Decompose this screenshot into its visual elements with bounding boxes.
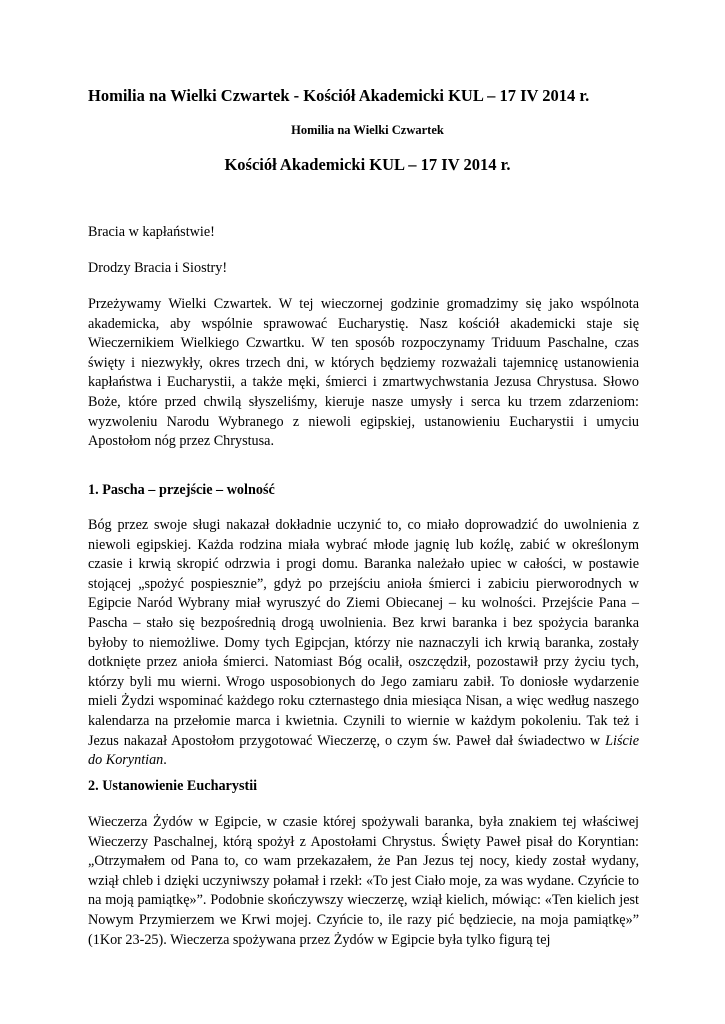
section-1-heading: 1. Pascha – przejście – wolność xyxy=(88,482,275,498)
document-title: Homilia na Wielki Czwartek - Kościół Akademicki KUL – 17 IV 2014 r. xyxy=(88,86,590,105)
section-2-heading: 2. Ustanowienie Eucharystii xyxy=(88,778,258,794)
intro-paragraph: Przeżywamy Wielki Czwartek. W tej wieczornej godzinie gromadzimy się jako wspólnota akademicka, aby wspólnie sprawować Eucharystię. Nasz kościół akademicki staje się Wieczernikiem Wielkiego Czwartku. W ten sposób rozpoczynamy Triduum Paschalne, czas święty i niezwykły, okres trzech dni, w których będziemy rozważali tajemnicę ustanowienia kapłaństwa i Eucharystii, a także męki, śmierci i zmartwychwstania Jezusa Chrystusa. Słowo Boże, które przed chwilą słyszeliśmy, kieruje nasze umysły i serca ku trzem zdarzeniom: wyzwoleniu Narodu Wybranego z niewoli egipskiej, ustanowieniu Eucharystii i umyciu Apostołom nóg przez Chrystusa. xyxy=(88,296,639,450)
section-1-paragraph-end: . xyxy=(163,752,167,769)
document-subtitle-large: Kościół Akademicki KUL – 17 IV 2014 r. xyxy=(224,155,511,174)
section-1-paragraph-main: Bóg przez swoje sługi nakazał dokładnie uczynić to, co miało doprowadzić do uwolnienia z niewoli egipskiej. Każda rodzina miała wybrać młode jagnię lub koźlę, zabić w określonym czasie i krwią skropić odrzwia i progi domu. Baranka należało upiec w całości, w postawie stojącej „spożyć pospiesznie”, gdyż po przejściu anioła śmierci i zabiciu pierworodnych w Egipcie Naród Wybrany miał wyruszyć do Ziemi Obiecanej – ku wolności. Przejście Pana – Pascha – stało się bezpośrednią drogą uwolnienia. Bez krwi baranka i bez spożycia baranka byłoby to niemożliwe. Domy tych Egipcjan, którzy nie naznaczyli ich krwią baranka, zostały dotknięte przez anioła śmierci. Natomiast Bóg ocalił, oszczędził, pozostawił przy życiu tych, którzy byli mu wierni. Wrogo usposobionych do Jego zamiaru zabił. To doniosłe wydarzenie mieli Żydzi wspominać każdego roku czternastego dnia miesiąca Nisan, a więc według naszego kalendarza na przełomie marca i kwietnia. Czynili to wiernie w każdym pokoleniu. Tak też i Jezus nakazał Apostołom przygotować Wieczerzę, o czym św. Paweł dał świadectwo w xyxy=(88,517,639,749)
section-1-paragraph xyxy=(88,516,639,771)
section-2-paragraph: Wieczerza Żydów w Egipcie, w czasie której spożywali baranka, była znakiem tej właściwej Wieczerzy Paschalnej, którą spożył z Apostołami Chrystus. Święty Paweł pisał do Koryntian: „Otrzymałem od Pana to, co wam przekazałem, że Pan Jezus tej nocy, kiedy został wydany, wziął chleb i dzięki uczyniwszy połamał i rzekł: «To jest Ciało moje, za was wydane. Czyńcie to na moją pamiątkę»”. Podobnie skończywszy wieczerzę, wziął kielich, mówiąc: «Ten kielich jest Nowym Przymierzem we Krwi mojej. Czyńcie to, ile razy pić będziecie, na moja pamiątkę»” (1Kor 23-25). Wieczerza spożywana przez Żydów w Egipcie była tylko figurą tej xyxy=(88,814,639,948)
document-subtitle-small: Homilia na Wielki Czwartek xyxy=(291,123,444,137)
section-1-paragraph-italic: Liście do Koryntian xyxy=(88,732,639,769)
greeting-priests: Bracia w kapłaństwie! xyxy=(88,224,215,240)
greeting-brothers-sisters: Drodzy Bracia i Siostry! xyxy=(88,260,228,276)
